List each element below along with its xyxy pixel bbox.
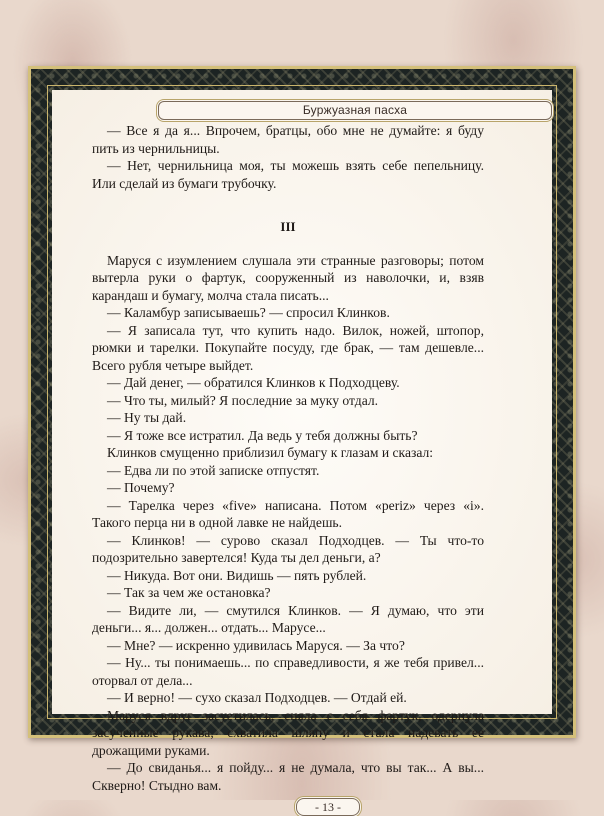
paragraph: — Едва ли по этой записке отпустят.: [107, 462, 320, 478]
running-header: Буржуазная пасха: [158, 101, 552, 120]
paragraph: — Я записала тут, что купить надо. Вилок, ножей, штопор, рюмки и тарелки. Покупайте посуду, где брак, — там дешевле... Всего рубля четыре выйдет.: [92, 322, 484, 373]
paragraph: — Все я да я... Впрочем, братцы, обо мне не думайте: я буду пить из чернильницы.: [92, 123, 484, 156]
paragraph: — Что ты, милый? Я последние за муку отдал.: [107, 392, 379, 408]
paragraph: — Нет, чернильница моя, ты можешь взять себе пепельницу. Или сделай из бумаги трубочку.: [92, 158, 484, 191]
paragraph: — Я тоже все истратил. Да ведь у тебя должны быть?: [107, 427, 418, 443]
paragraph: — Ну ты дай.: [107, 410, 187, 425]
paragraph: — Почему?: [107, 480, 175, 495]
paragraph: — Клинков! — сурово сказал Подходцев. — Ты что-то подозрительно завертелся! Куда ты дел деньги, а?: [92, 532, 484, 565]
chapter-heading: III: [280, 219, 296, 234]
paragraph: — Дай денег, — обратился Клинков к Подходцеву.: [107, 375, 400, 390]
paragraph: — Никуда. Вот они. Видишь — пять рублей.: [107, 567, 367, 583]
paragraph: Клинков смущенно приблизил бумагу к глазам и сказал:: [107, 445, 434, 460]
paragraph: — Так за чем же остановка?: [107, 585, 271, 600]
paragraph: — Мне? — искренно удивилась Маруся. — За что?: [107, 637, 405, 653]
paragraph: — Тарелка через «five» написана. Потом «periz» через «i». Такого перца ни в одной лавке не найдешь.: [92, 497, 484, 530]
paragraph: — До свиданья... я пойду... я не думала, что вы так... А вы... Скверно! Стыдно вам.: [92, 760, 484, 793]
paragraph: Маруся с изумлением слушала эти странные разговоры; потом вытерла руки о фартук, сооруженный из наволочки, и, взяв карандаш и бумагу, молча стала писать...: [92, 252, 484, 303]
paragraph: — И верно! — сухо сказал Подходцев. — Отдай ей.: [107, 690, 407, 705]
page-number: - 13 -: [296, 798, 360, 816]
paragraph: — Видите ли, — смутился Клинков. — Я думаю, что эти деньги... я... должен... отдать... Марусе...: [92, 602, 484, 635]
paragraph: — Ну... ты понимаешь... по справедливости, я же тебя привел... оторвал от дела...: [92, 655, 484, 688]
paragraph: Маруся вдруг засуетилась, сняла с себя фартук, одернула засученные рукава, схватила шляпу и стала надевать ее дрожащими руками.: [92, 707, 484, 758]
paragraph: — Каламбур записываешь? — спросил Клинков.: [107, 305, 390, 320]
body-text: [92, 122, 484, 794]
